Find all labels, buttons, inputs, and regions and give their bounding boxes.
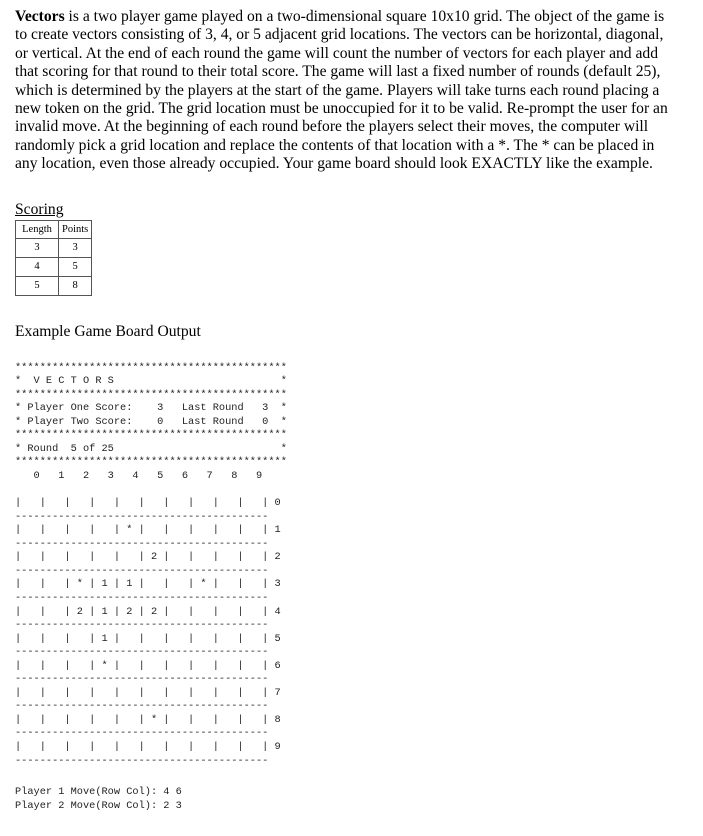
scoring-length: 4 bbox=[16, 257, 59, 276]
scoring-points: 3 bbox=[59, 238, 92, 257]
game-name: Vectors bbox=[15, 8, 65, 25]
scoring-length: 3 bbox=[16, 238, 59, 257]
scoring-points: 5 bbox=[59, 257, 92, 276]
document-page bbox=[15, 8, 680, 813]
scoring-header-row bbox=[16, 220, 92, 238]
scoring-title: Scoring bbox=[15, 200, 64, 218]
example-title: Example Game Board Output bbox=[15, 322, 201, 340]
scoring-header-points: Points bbox=[59, 220, 92, 238]
scoring-length: 5 bbox=[16, 276, 59, 295]
scoring-row bbox=[16, 238, 92, 257]
scoring-row bbox=[16, 276, 92, 295]
game-board-output: ******************************************** * V E C T O R S * ******************************************** * Player One Score: 3 Last Round 3 * * Player Two Score: 0 Last Round 0 * ******************************************** * Round 5 of 25 * ******************************************** 0 1 2 3 4 5 6 7 8 9 | | | | | | | | | | | 0 ----------------------------------------- | | | | | * | | | | | | 1 ----------------------------------------- | | | | | | 2 | | | | | 2 ----------------------------------------- | | | * | 1 | 1 | | | * | | | 3 ----------------------------------------- | | | 2 | 1 | 2 | 2 | | | | | 4 ----------------------------------------- | | | | 1 | | | | | | | 5 ----------------------------------------- | | | | * | | | | | | | 6 ----------------------------------------- | | | | | | | | | | | 7 ----------------------------------------- | | | | | | * | | | | | 8 ----------------------------------------- | | | | | | | | | | | 9 ----------------------------------------- bbox=[15, 361, 287, 767]
scoring-row bbox=[16, 257, 92, 276]
intro-paragraph bbox=[15, 8, 680, 174]
player-moves-output: Player 1 Move(Row Col): 4 6 Player 2 Move(Row Col): 2 3 bbox=[15, 786, 182, 812]
intro-text: is a two player game played on a two-dimensional square 10x10 grid. The object of the game is to create vectors consisting of 3, 4, or 5 adjacent grid locations. The vectors can be horizontal, diagonal, or vertical. At the end of each round the game will count the number of vectors for each player and add that scoring for that round to their total score. The game will last a fixed number of rounds (default 25), which is determined by the players at the start of the game. Players will take turns each round placing a new token on the grid. The grid location must be unoccupied for it to be valid. Re-prompt the user for an invalid move. At the beginning of each round before the players select their moves, the computer will randomly pick a grid location and replace the contents of that location with a *. The * can be placed in any location, even those already occupied. Your game board should look EXACTLY like the example. bbox=[15, 8, 668, 173]
scoring-header-length: Length bbox=[16, 220, 59, 238]
scoring-table bbox=[15, 220, 92, 296]
scoring-points: 8 bbox=[59, 276, 92, 295]
